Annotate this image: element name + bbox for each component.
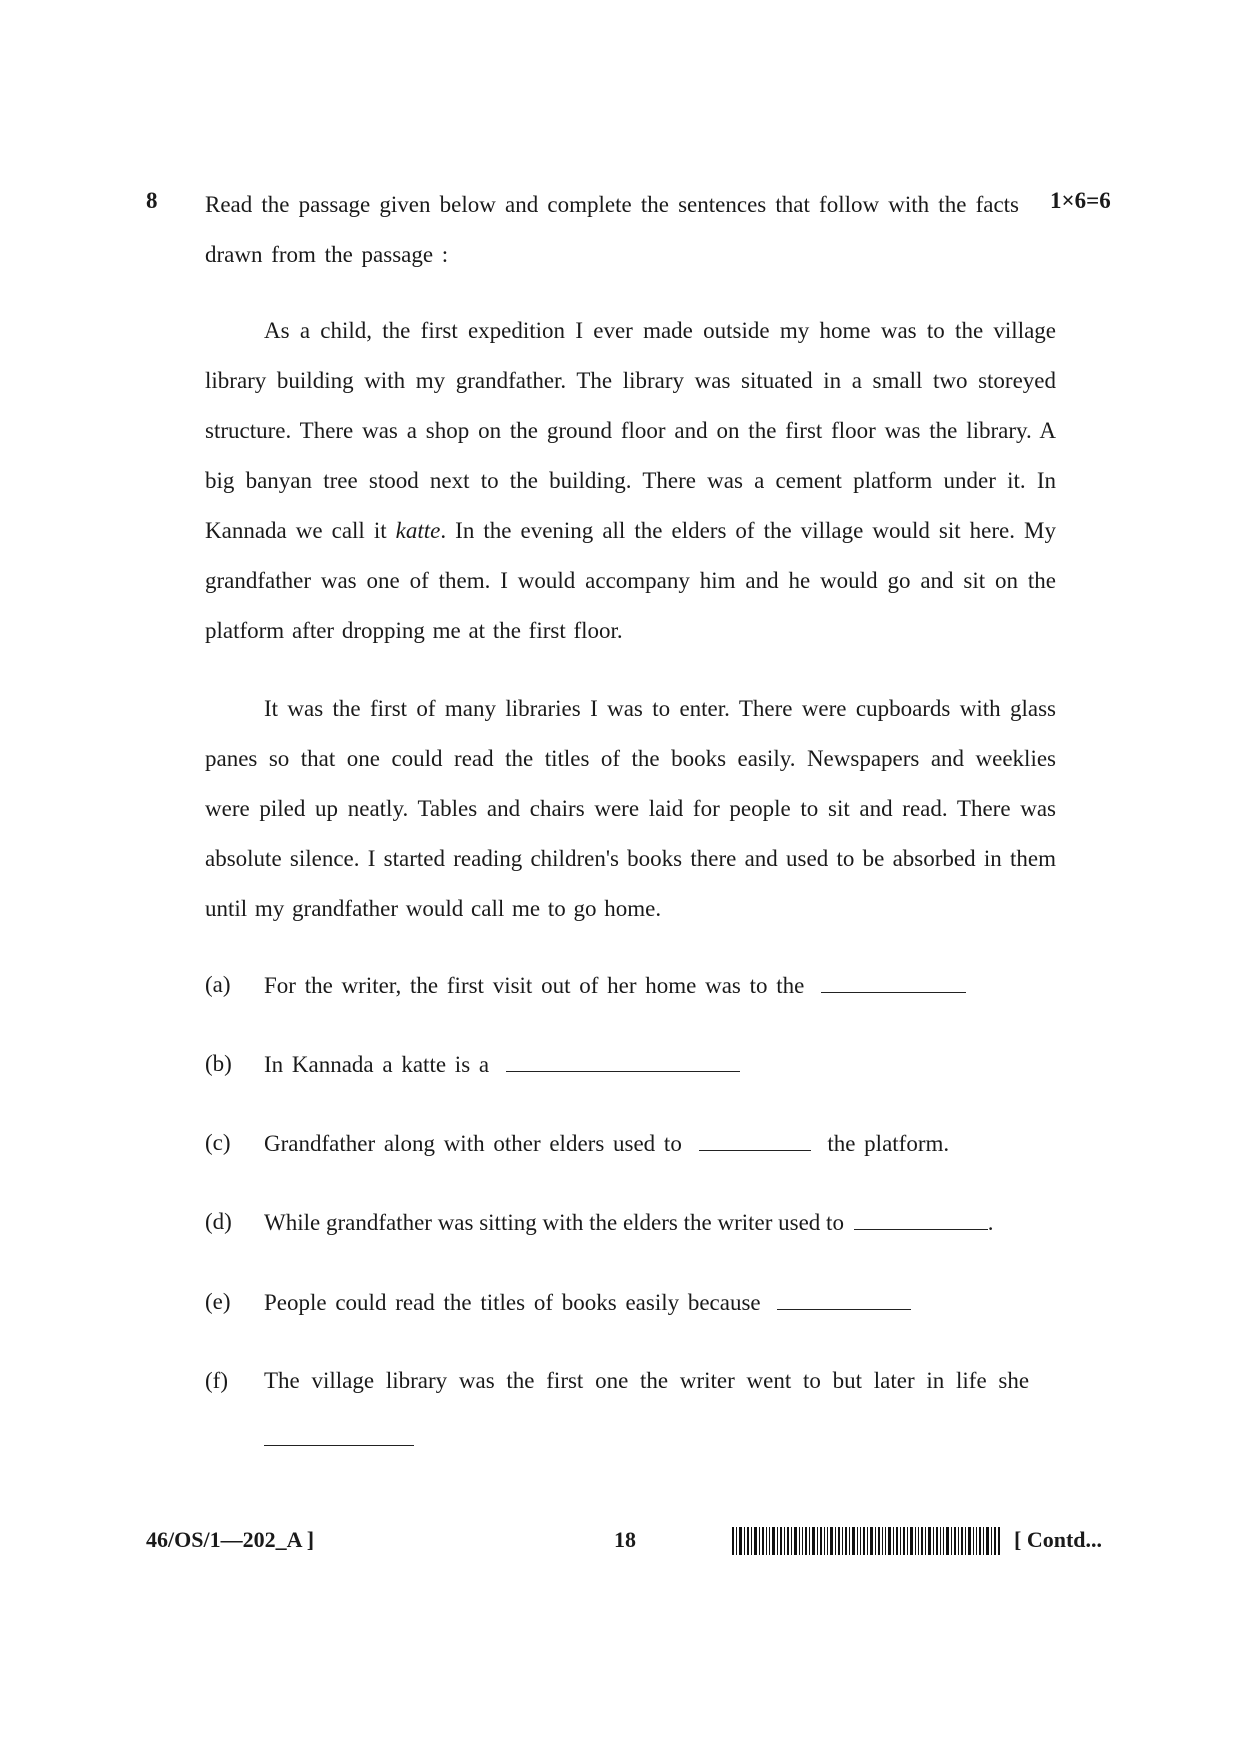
item-b-text: In Kannada a katte is a [264,1052,490,1077]
item-f-label: (f) [205,1368,228,1393]
question-number: 8 [146,188,158,213]
item-e-text: People could read the titles of books easily because [264,1290,761,1315]
item-d-end: . [987,1210,994,1235]
item-c-blank[interactable] [699,1128,811,1151]
passage-italic-word: katte [395,518,441,543]
item-f-blank[interactable] [264,1423,414,1446]
contd-label: [ Contd... [1014,1527,1103,1552]
page-number: 18 [614,1527,636,1552]
item-d-blank[interactable] [854,1207,988,1230]
question-marks: 1×6=6 [1050,188,1111,213]
item-d-label: (d) [205,1209,232,1234]
item-a-label: (a) [205,972,231,997]
item-e-label: (e) [205,1289,231,1314]
item-a-blank[interactable] [821,970,966,993]
item-b-blank[interactable] [506,1049,740,1072]
question-instruction: Read the passage given below and complete the sentences that follow with the facts drawn from the passage : [205,192,1019,267]
item-a-text: For the writer, the first visit out of her home was to the [264,973,805,998]
item-d-text: While grandfather was sitting with the elders the writer used to [264,1210,844,1235]
item-c-text-after: the platform. [827,1131,950,1156]
paper-code: 46/OS/1—202_A ] [146,1527,315,1552]
passage-p1-text-rest: . In the evening all the elders of the village would sit here. My grandfather was one of them. I would accompany him and he would go and sit on the platform after dropping me at the first floor. [205,518,1056,643]
item-f-text: The village library was the first one the writer went to but later in life she [264,1368,1030,1393]
item-c-text: Grandfather along with other elders used to [264,1131,682,1156]
passage-paragraph-1 [205,306,1056,656]
passage-p1-text: As a child, the first expedition I ever made outside my home was to the village library building with my grandfather. The library was situated in a small two storeyed structure. There was a shop on the ground floor and on the first floor was the library. A big banyan tree stood next to the building. There was a cement platform under it. In Kannada we call it [205,318,1056,543]
barcode-icon [732,1527,1000,1555]
item-b-label: (b) [205,1051,232,1076]
item-e-blank[interactable] [777,1287,911,1310]
item-c-label: (c) [205,1130,231,1155]
passage-paragraph-2: It was the first of many libraries I was to enter. There were cupboards with glass panes so that one could read the titles of the books easily. Newspapers and weeklies were piled up neatly. Tables and chairs were laid for people to sit and read. There was absolute silence. I started reading children's books there and used to be absorbed in them until my grandfather would call me to go home. [205,696,1056,921]
